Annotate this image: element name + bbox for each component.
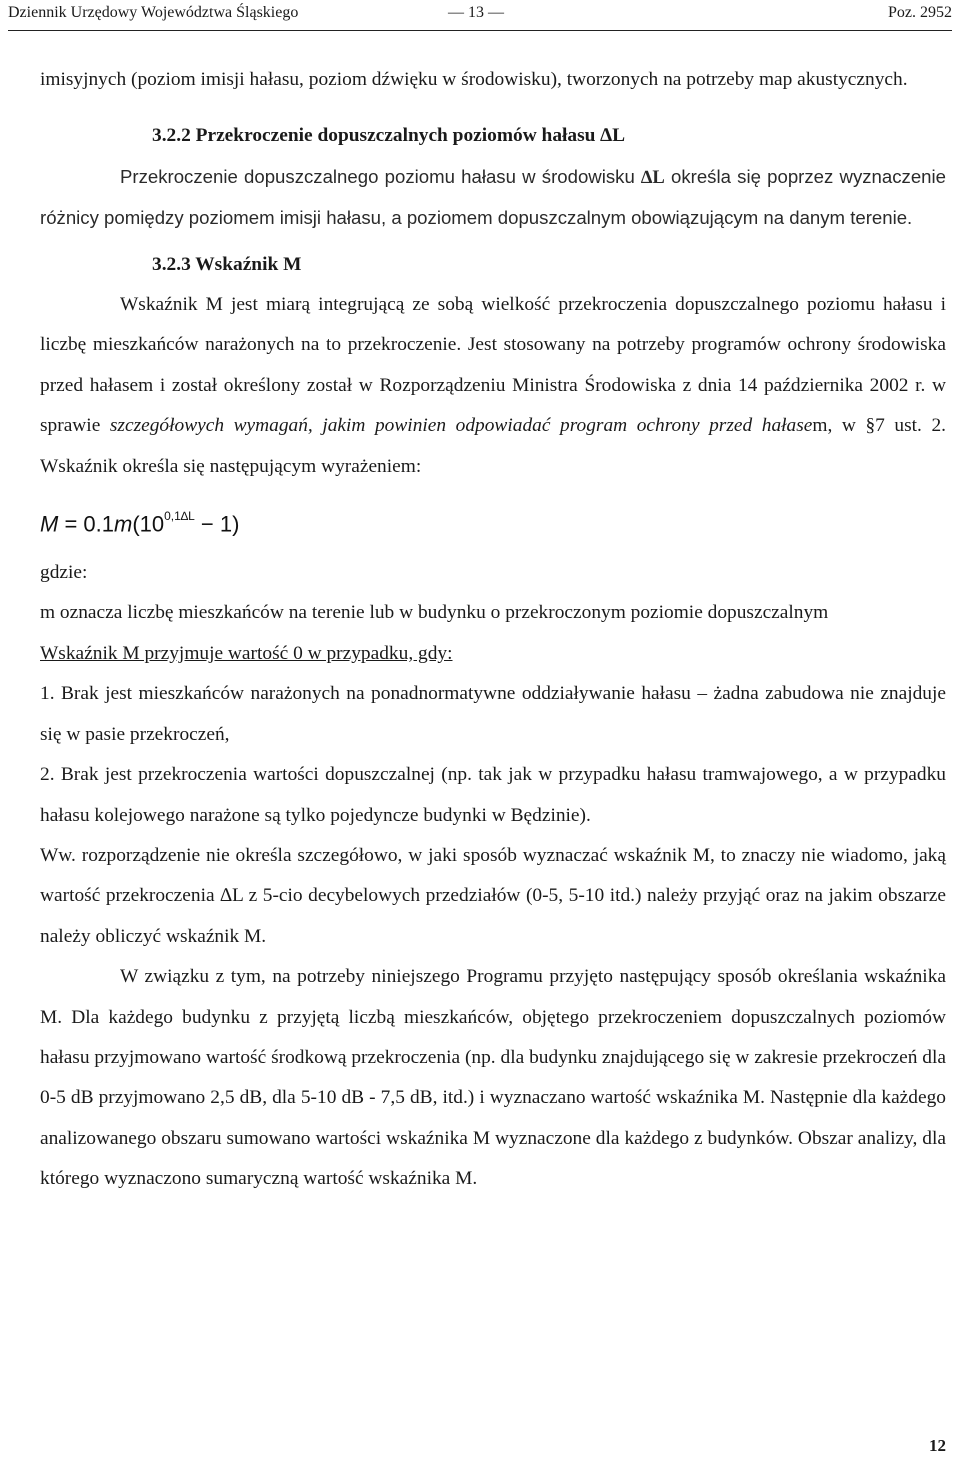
header-page-number: — 13 — — [448, 4, 504, 21]
final-paragraph: W związku z tym, na potrzeby niniejszego Programu przyjęto następujący sposób określania wskaźnika M. Dla każdego budynku z przyjętą liczbą mieszkańców, objętego przekroczeniem dopuszczalnych poziomów hałasu przyjmowano wartość środkową przekroczenia (np. dla budynku znajdującego się w zakresie przekroczeń dla 0-5 dB przyjmowano 2,5 dB, dla 5-10 dB - 7,5 dB, itd.) i wyznaczano wartość wskaźnika M. Następnie dla każdego analizowanego obszaru sumowano wartości wskaźnika M wyznaczone dla każdego z budynków. Obszar analizy, dla którego wyznaczono sumaryczną wartość wskaźnika M. — [40, 966, 946, 1190]
item-number: Poz. 2952 — [888, 4, 952, 21]
formula-open: (10 — [132, 511, 165, 537]
paragraph-text: określa się poprzez wyznaczenie różnicy pomiędzy poziomem imisji hałasu, a poziomem dopuszczalnym obowiązującym na danym terenie. — [40, 165, 946, 229]
paragraph-text: Wskaźnik M jest miarą integrującą ze sobą wielkość przekroczenia dopuszczalnego poziomu hałasu i liczbę mieszkańców narażonych na to przekroczenie. Jest stosowany na potrzeby programów ochrony środowiska przed hałasem i został określony został w Rozporządzeniu Ministra Środowiska z dnia 14 października 2002 r. w sprawie — [40, 294, 946, 437]
zero-condition-heading: Wskaźnik M przyjmuje wartość 0 w przypadku, gdy: — [40, 642, 453, 664]
section-heading-3-2-2: 3.2.2 Przekroczenie dopuszczalnych poziomów hałasu ∆L — [152, 125, 626, 147]
regulation-title: szczegółowych wymagań, jakim powinien odpowiadać program ochrony przed hałase — [109, 415, 813, 437]
formula-lhs: M — [40, 511, 59, 537]
ww-paragraph: Ww. rozporządzenie nie określa szczegółowo, w jaki sposób wyznaczać wskaźnik M, to znaczy nie wiadomo, jaką wartość przekroczenia ∆L z 5-cio decybelowych przedziałów (0-5, 5-10 itd.) należy przyjąć oraz na jakim obszarze należy obliczyć wskaźnik M. — [40, 844, 946, 947]
list-item: 2. Brak jest przekroczenia wartości dopuszczalnej (np. tak jak w przypadku hałasu tramwajowego, a w przypadku hałasu kolejowego narażone są tylko pojedyncze budynki w Będzinie). — [40, 764, 946, 826]
formula-m: m — [113, 511, 133, 537]
paragraph-text: Przekroczenie dopuszczalnego poziomu hałasu w środowisku — [120, 165, 642, 187]
section-3-2-3-paragraph — [40, 285, 946, 487]
journal-title: Dziennik Urzędowy Województwa Śląskiego — [8, 4, 299, 21]
formula-close: − 1) — [194, 511, 240, 537]
delta-symbol: ∆L — [641, 166, 665, 188]
m-definition: m oznacza liczbę mieszkańców na terenie lub w budynku o przekroczonym poziomie dopuszczalnym — [40, 602, 829, 624]
intro-paragraph: imisyjnych (poziom imisji hałasu, poziom dźwięku w środowisku), tworzonych na potrzeby map akustycznych. — [40, 69, 908, 90]
section-3-2-2-paragraph — [40, 157, 946, 239]
paragraph-text: m, w §7 ust. 2. Wskaźnik określa się następującym wyrażeniem: — [40, 415, 946, 477]
page-header — [8, 0, 952, 31]
document-body — [40, 60, 946, 1200]
formula — [40, 503, 946, 535]
section-heading-3-2-3: 3.2.3 Wskaźnik M — [152, 253, 302, 275]
list-item: 1. Brak jest mieszkańców narażonych na ponadnormatywne oddziaływanie hałasu – żadna zabudowa nie znajduje się w pasie przekroczeń, — [40, 683, 946, 745]
formula-equals: = 0.1 — [58, 511, 114, 537]
where-label: gdzie: — [40, 562, 88, 584]
formula-exponent: 0,1∆L — [164, 509, 195, 524]
page-number: 12 — [929, 1436, 946, 1455]
